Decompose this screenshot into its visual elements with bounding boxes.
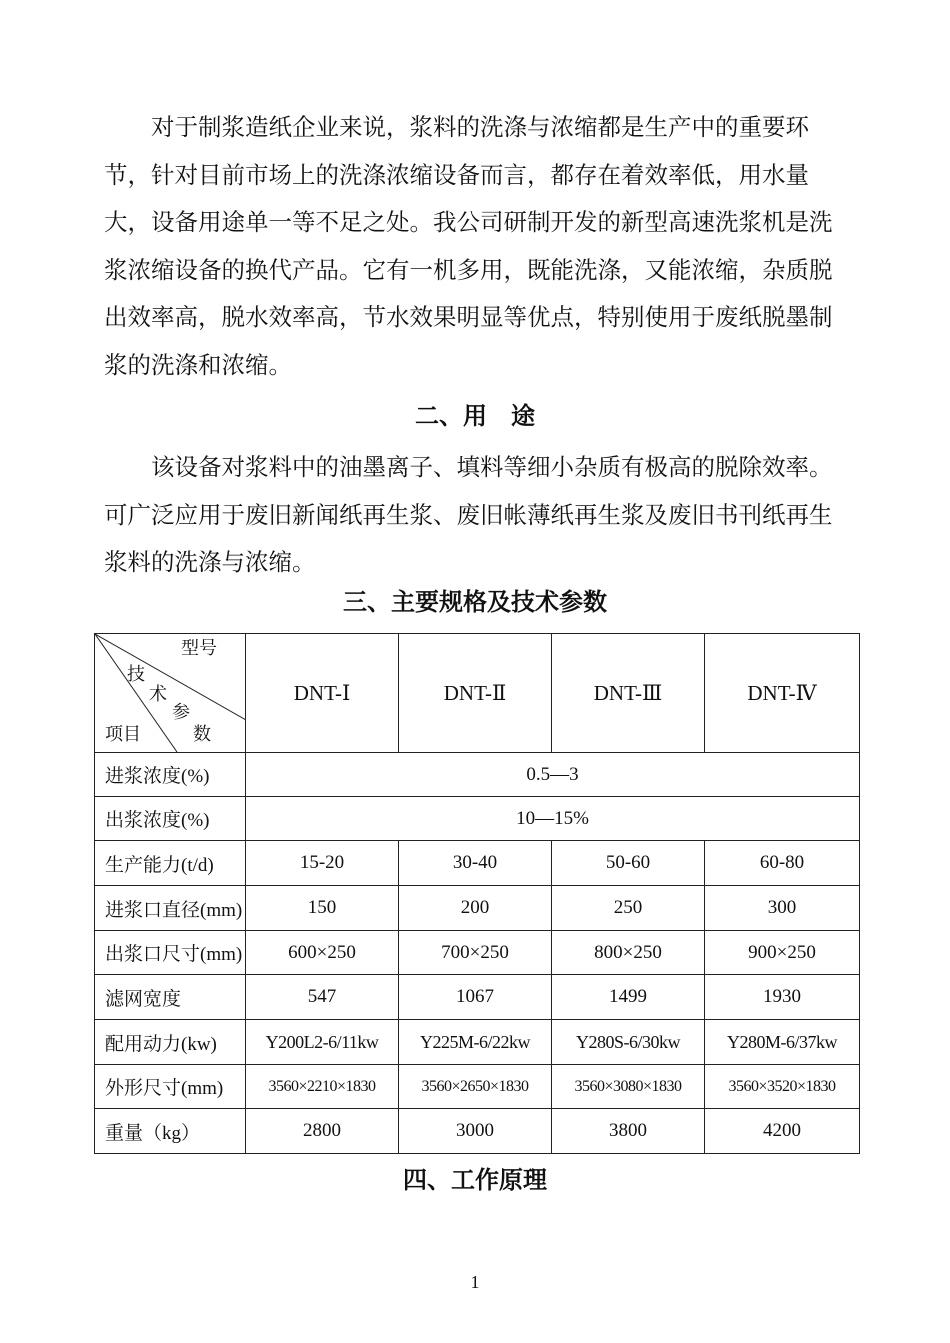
merged-cell: 0.5—3 — [246, 753, 860, 797]
table-row — [95, 1109, 860, 1154]
spec-table — [94, 633, 860, 1154]
section-2-heading: 二、用 途 — [415, 401, 535, 430]
table-header-row — [95, 634, 860, 753]
table-cell: 1067 — [399, 975, 552, 1020]
page-number: 1 — [470, 1272, 480, 1292]
table-cell: 3800 — [552, 1109, 705, 1154]
header-item-label: 项目 — [105, 724, 141, 744]
row-label: 出浆浓度(%) — [95, 797, 246, 841]
section-2-paragraph: 该设备对浆料中的油墨离子、填料等细小杂质有极高的脱除效率。可广泛应用于废旧新闻纸再生浆、废旧帐薄纸再生浆及废旧书刊纸再生浆料的洗涤与浓缩。 — [104, 453, 833, 576]
table-cell: 60-80 — [705, 841, 860, 886]
section-4-heading: 四、工作原理 — [403, 1165, 547, 1194]
table-row — [95, 797, 860, 841]
header-char-ji: 技 — [127, 664, 145, 684]
table-cell: Y225M-6/22kw — [399, 1020, 552, 1065]
header-model-label: 型号 — [181, 638, 217, 658]
table-cell: 3000 — [399, 1109, 552, 1154]
table-row — [95, 975, 860, 1020]
table-cell: 250 — [552, 886, 705, 931]
table-cell: 4200 — [705, 1109, 860, 1154]
row-label: 进浆浓度(%) — [95, 753, 246, 797]
diagonal-header-cell — [95, 634, 246, 753]
row-label: 重量（kg） — [95, 1109, 246, 1154]
table-row — [95, 1020, 860, 1065]
table-cell: 3560×2210×1830 — [246, 1065, 399, 1109]
table-cell: 1499 — [552, 975, 705, 1020]
table-cell: 150 — [246, 886, 399, 931]
table-cell: 300 — [705, 886, 860, 931]
row-label: 生产能力(t/d) — [95, 841, 246, 886]
header-char-shu2: 数 — [193, 724, 211, 744]
table-row — [95, 753, 860, 797]
table-cell: 30-40 — [399, 841, 552, 886]
table-row — [95, 931, 860, 975]
row-label: 滤网宽度 — [95, 975, 246, 1020]
table-cell: 200 — [399, 886, 552, 931]
table-cell: Y280M-6/37kw — [705, 1020, 860, 1065]
table-cell: Y280S-6/30kw — [552, 1020, 705, 1065]
table-cell: 2800 — [246, 1109, 399, 1154]
table-cell: 3560×2650×1830 — [399, 1065, 552, 1109]
table-cell: 50-60 — [552, 841, 705, 886]
table-cell: 1930 — [705, 975, 860, 1020]
row-label: 外形尺寸(mm) — [95, 1065, 246, 1109]
row-label: 出浆口尺寸(mm) — [95, 931, 246, 975]
row-label: 配用动力(kw) — [95, 1020, 246, 1065]
header-char-can: 参 — [172, 702, 190, 722]
table-row — [95, 1065, 860, 1109]
table-cell: 547 — [246, 975, 399, 1020]
table-cell: 15-20 — [246, 841, 399, 886]
table-row — [95, 886, 860, 931]
model-header: DNT-Ⅲ — [552, 634, 705, 753]
table-row — [95, 841, 860, 886]
model-header: DNT-Ⅱ — [399, 634, 552, 753]
table-cell: 3560×3080×1830 — [552, 1065, 705, 1109]
table-cell: 800×250 — [552, 931, 705, 975]
table-cell: 600×250 — [246, 931, 399, 975]
header-char-shu: 术 — [149, 684, 167, 704]
table-cell: Y200L2-6/11kw — [246, 1020, 399, 1065]
section-3-heading: 三、主要规格及技术参数 — [343, 587, 607, 616]
intro-paragraph: 对于制浆造纸企业来说，浆料的洗涤与浓缩都是生产中的重要环节，针对目前市场上的洗涤浓缩设备而言，都存在着效率低，用水量大，设备用途单一等不足之处。我公司研制开发的新型高速洗浆机是洗浆浓缩设备的换代产品。它有一机多用，既能洗涤，又能浓缩，杂质脱出效率高，脱水效率高，节水效果明显等优点，特别使用于废纸脱墨制浆的洗涤和浓缩。 — [104, 113, 833, 379]
model-header: DNT-Ⅳ — [705, 634, 860, 753]
model-header: DNT-Ⅰ — [246, 634, 399, 753]
merged-cell: 10—15% — [246, 797, 860, 841]
table-cell: 3560×3520×1830 — [705, 1065, 860, 1109]
table-cell: 900×250 — [705, 931, 860, 975]
table-cell: 700×250 — [399, 931, 552, 975]
row-label: 进浆口直径(mm) — [95, 886, 246, 931]
